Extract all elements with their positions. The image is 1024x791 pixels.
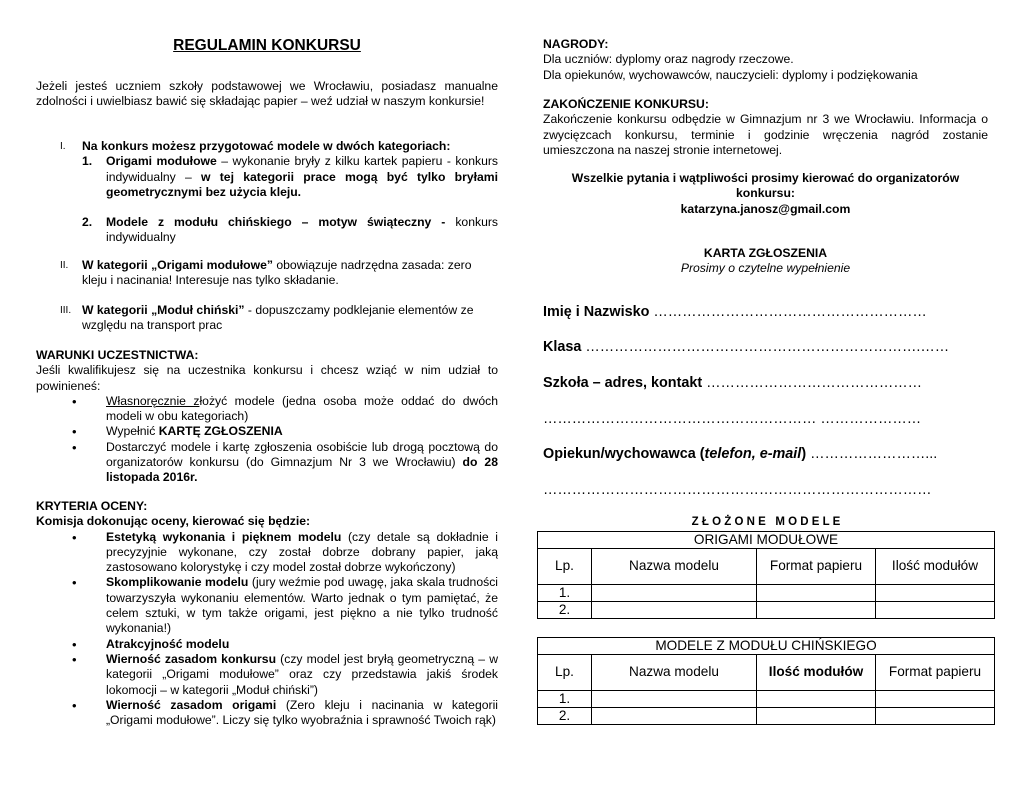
origami-table — [537, 531, 995, 619]
table-row — [538, 601, 995, 618]
cell-format[interactable] — [757, 584, 876, 601]
kryteria-b1-bold: Estetyką wykonania i pięknem modelu — [106, 529, 342, 544]
section-2-text: obowiązuje nadrzędna zasada: zero kleju i nacinania! Interesuje nas tylko składanie. — [82, 258, 472, 288]
item-1-bold: Origami modułowe — [106, 154, 217, 169]
bullet-icon: • — [72, 636, 77, 652]
kryteria-b4-bold: Wierność zasadom konkursu — [106, 651, 277, 666]
bullet-icon: • — [72, 697, 77, 713]
cell-format[interactable] — [757, 601, 876, 618]
kryteria-b4-text: (czy model jest bryłą geometryczną – w kategorii „Origami modułowe” oraz czy przedstawia jakiś środek lokomocji – w kategorii „Moduł chiński”) — [106, 651, 499, 697]
imie-label: Imię i Nazwisko — [543, 305, 650, 320]
kryteria-b5-text: (Zero kleju i nacinania w kategorii „Origami modułowe”. Liczy się tylko wyobraźnia i sprawność Twoich rąk) — [106, 697, 498, 728]
szkola-dots: ……………………………………… — [702, 376, 923, 391]
section-3-text: - dopuszczamy podklejanie elementów ze względu na transport prac — [82, 303, 474, 333]
cell-ilosc[interactable] — [757, 690, 876, 707]
imie-field[interactable] — [543, 305, 983, 320]
page-title: REGULAMIN KONKURSU — [173, 37, 361, 54]
col-header-nazwa: Nazwa modelu — [592, 548, 757, 584]
nagrody-line-1: Dla uczniów: dyplomy oraz nagrody rzeczowe. — [543, 52, 794, 67]
bullet-icon: • — [72, 393, 77, 409]
section-1 — [36, 139, 498, 246]
kryteria-section — [36, 499, 498, 728]
cell-nazwa[interactable] — [592, 584, 757, 601]
section-3-marker: III. — [60, 305, 72, 316]
opiekun-field[interactable] — [543, 447, 983, 462]
klasa-field[interactable] — [543, 340, 983, 355]
bullet-icon: • — [72, 439, 77, 455]
cell-format[interactable] — [876, 690, 995, 707]
opiekun-label: Opiekun/wychowawca ( — [543, 447, 705, 462]
opiekun-dots: ……………………... — [806, 447, 938, 462]
bullet-icon: • — [72, 529, 77, 545]
modul-chinski-table — [537, 637, 995, 725]
warunki-heading: WARUNKI UCZESTNICTWA: — [36, 348, 199, 362]
cell-format[interactable] — [876, 707, 995, 724]
szkola-label: Szkoła – adres, kontakt — [543, 376, 703, 391]
karta-subheading: Prosimy o czytelne wypełnienie — [680, 261, 851, 276]
item-1-marker: 1. — [82, 154, 93, 169]
bullet-icon: • — [72, 424, 77, 440]
row-number: 2. — [538, 601, 592, 618]
col-header-lp: Lp. — [538, 654, 592, 690]
warunki-b2-text: Wypełnić — [106, 424, 159, 439]
kryteria-heading: KRYTERIA OCENY: — [36, 499, 148, 513]
warunki-b3-bold: do 28 listopada 2016r. — [106, 455, 498, 485]
section-1-marker: I. — [60, 141, 66, 152]
pytania-section — [543, 171, 988, 217]
row-number: 1. — [538, 690, 592, 707]
origami-table-title: ORIGAMI MODUŁOWE — [538, 532, 995, 549]
pytania-text: Wszelkie pytania i wątpliwości prosimy kierować do organizatorów konkursu: — [571, 171, 960, 201]
col-header-nazwa: Nazwa modelu — [592, 654, 757, 690]
contact-email[interactable]: katarzyna.janosz@gmail.com — [680, 201, 851, 216]
section-2 — [36, 258, 498, 289]
opiekun-label-close: ) — [801, 447, 807, 462]
imie-dots: ………………………………………………… — [649, 305, 927, 320]
kryteria-b2-bold: Skomplikowanie modelu — [106, 575, 249, 590]
kryteria-b1-text: (czy detale są dokładnie i precyzyjnie wykonane, czy został dobrze dobrany papier, jaką zastosowano kolorystykę i czy model został dobrze wykończony) — [106, 529, 499, 575]
szkola-extra-line[interactable]: ………………………………………………… ………………… — [543, 412, 922, 427]
col-header-format: Format papieru — [876, 654, 995, 690]
bullet-icon: • — [72, 651, 77, 667]
row-number: 2. — [538, 707, 592, 724]
szkola-field[interactable] — [543, 376, 983, 391]
kryteria-b5-bold: Wierność zasadom origami — [106, 697, 277, 712]
modul-table-title: MODELE Z MODUŁU CHIŃSKIEGO — [538, 638, 995, 655]
table-row — [538, 584, 995, 601]
nagrody-line-2: Dla opiekunów, wychowawców, nauczycieli: dyplomy i podziękowania — [543, 67, 918, 82]
kryteria-subheading: Komisja dokonując oceny, kierować się będzie: — [36, 514, 311, 529]
item-1-text: – wykonanie bryły z kilku kartek papieru - konkurs indywidualny – — [106, 154, 499, 184]
item-1-bold-2: w tej kategorii prace mogą być tylko bryłami geometrycznymi bez użycia kleju. — [106, 169, 498, 199]
table-row — [538, 707, 995, 724]
section-3 — [36, 303, 498, 334]
cell-nazwa[interactable] — [592, 601, 757, 618]
warunki-b1-text: łożyć modele (jedna osoba może oddać do dwóch modeli w obu kategoriach) — [106, 393, 498, 424]
section-1-heading: Na konkurs możesz przygotować modele w dwóch kategoriach: — [82, 139, 451, 153]
item-2-text: konkurs indywidualny — [106, 215, 499, 245]
zlozone-heading: Z Ł O Ż O N E M O D E L E — [691, 516, 841, 528]
item-2-marker: 2. — [82, 215, 93, 230]
zakonczenie-heading: ZAKOŃCZENIE KONKURSU: — [543, 97, 709, 111]
warunki-section — [36, 348, 498, 486]
klasa-dots: …………………………………………………………….…… — [581, 340, 950, 355]
nagrody-heading: NAGRODY: — [543, 37, 609, 51]
karta-section — [543, 246, 988, 277]
cell-ilosc[interactable] — [757, 707, 876, 724]
opiekun-label-italic: telefon, e-mail — [704, 447, 802, 462]
karta-heading: KARTA ZGŁOSZENIA — [703, 246, 828, 260]
kryteria-b3-bold: Atrakcyjność modelu — [106, 636, 230, 651]
col-header-ilosc: Ilość modułów — [876, 548, 995, 584]
zakonczenie-text: Zakończenie konkursu odbędzie w Gimnazjum nr 3 we Wrocławiu. Informacja o zwycięzcach konkursu, terminie i godzinie wręczenia nagród zostanie umieszczona na naszej stronie internetowej. — [543, 112, 988, 157]
warunki-b1-underlined: Własnoręcznie z — [106, 393, 200, 408]
klasa-label: Klasa — [543, 340, 582, 355]
bullet-icon: • — [72, 575, 77, 591]
cell-nazwa[interactable] — [592, 690, 757, 707]
warunki-intro: Jeśli kwalifikujesz się na uczestnika konkursu i chcesz wziąć w nim udział to powinieneś: — [36, 363, 498, 393]
section-3-bold: W kategorii „Moduł chiński” — [82, 303, 245, 317]
item-2-bold: Modele z modułu chińskiego – motyw świąteczny - — [106, 215, 446, 230]
col-header-lp: Lp. — [538, 548, 592, 584]
col-header-format: Format papieru — [757, 548, 876, 584]
opiekun-extra-line[interactable]: ……………………………………………………………………… — [543, 483, 932, 498]
section-2-marker: II. — [60, 260, 69, 271]
nagrody-section — [543, 37, 988, 83]
warunki-b3-text: Dostarczyć modele i kartę zgłoszenia osobiście lub drogą pocztową do organizatorów konkursu (do Gimnazjum Nr 3 we Wrocławiu) — [106, 439, 498, 470]
row-number: 1. — [538, 584, 592, 601]
warunki-b2-bold: KARTĘ ZGŁOSZENIA — [158, 424, 283, 439]
table-row — [538, 690, 995, 707]
kryteria-b2-text: (jury weźmie pod uwagę, jaka skala trudności towarzyszyła wykonaniu elementów. Warto jednak o tym pamiętać, że celem sztuki, w tym także origami, jest piękno a nie tylko trudność wykonania!) — [106, 575, 499, 636]
cell-ilosc[interactable] — [876, 601, 995, 618]
intro-text: Jeżeli jesteś uczniem szkoły podstawowej we Wrocławiu, posiadasz manualne zdolności i uwielbiasz bawić się składając papier – weź udział w naszym konkursie! — [36, 79, 498, 109]
col-header-ilosc: Ilość modułów — [757, 654, 876, 690]
zakonczenie-section — [543, 97, 988, 158]
section-2-bold: W kategorii „Origami modułowe” — [82, 258, 273, 272]
cell-ilosc[interactable] — [876, 584, 995, 601]
cell-nazwa[interactable] — [592, 707, 757, 724]
